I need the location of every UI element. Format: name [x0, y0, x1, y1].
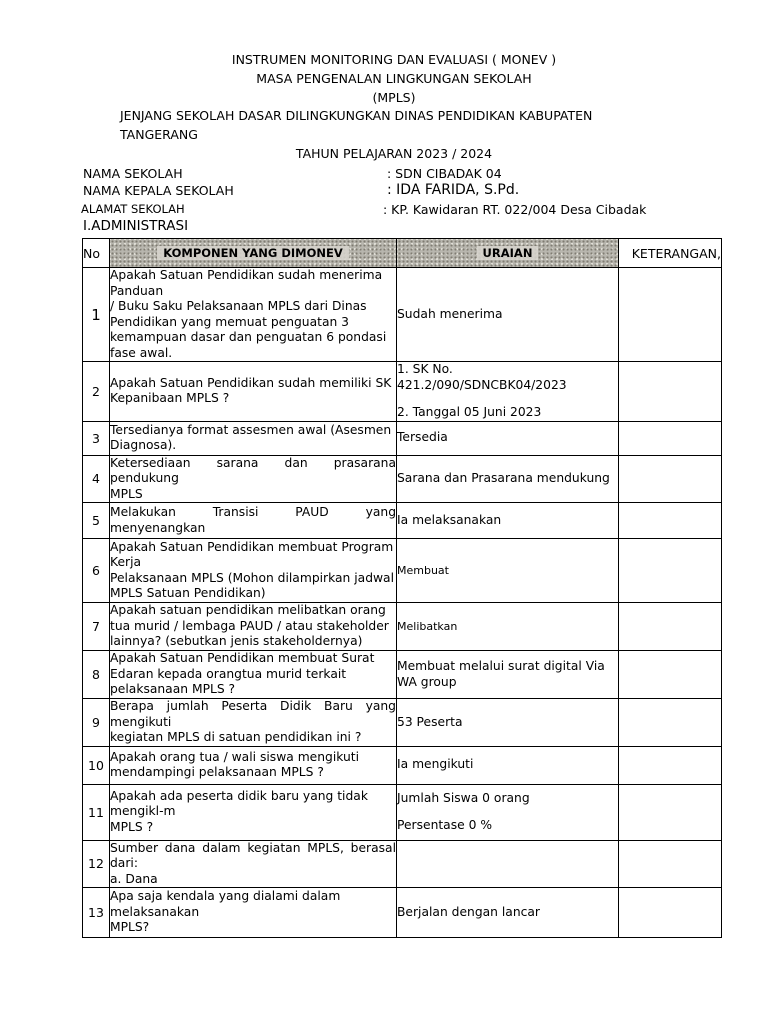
komponen-line: Berapa jumlah Peserta Didik Baru yang mengikuti — [110, 699, 396, 729]
uraian-line: Berjalan dengan lancar — [397, 904, 540, 919]
uraian-line: Persentase 0 % — [397, 818, 493, 832]
table-row — [83, 840, 722, 888]
row-uraian — [397, 503, 619, 539]
row-uraian — [397, 539, 619, 603]
row-number: 3 — [83, 421, 110, 455]
komponen-line: Apakah Satuan Pendidikan sudah memiliki SK — [110, 375, 392, 390]
komponen-line: Edaran kepada orangtua murid terkait — [110, 666, 347, 681]
komponen-line: Diagnosa). — [110, 438, 177, 452]
row-number: 7 — [83, 603, 110, 651]
row-komponen — [110, 455, 397, 503]
table-row — [83, 455, 722, 503]
table-row — [83, 603, 722, 651]
row-number: 2 — [83, 362, 110, 422]
row-number: 11 — [83, 784, 110, 840]
row-keterangan — [619, 421, 722, 455]
komponen-line: Panduan — [110, 283, 164, 298]
row-uraian — [397, 603, 619, 651]
row-number: 9 — [83, 699, 110, 747]
row-number: 8 — [83, 651, 110, 699]
table-row — [83, 503, 722, 539]
monev-table — [82, 238, 722, 938]
doc-title-line-3: (MPLS) — [372, 90, 416, 105]
row-komponen — [110, 268, 397, 362]
row-number: 5 — [83, 503, 110, 539]
komponen-line: Apa saja kendala yang dialami dalam — [110, 889, 341, 904]
komponen-line: MPLS ? — [110, 819, 154, 834]
table-row — [83, 539, 722, 603]
row-komponen — [110, 539, 397, 603]
komponen-line: Kepanibaan MPLS ? — [110, 391, 230, 406]
row-komponen — [110, 699, 397, 747]
nama-sekolah-label: NAMA SEKOLAH — [83, 166, 183, 181]
row-keterangan — [619, 503, 722, 539]
uraian-line: Ia mengikuti — [397, 757, 474, 772]
row-komponen — [110, 840, 397, 888]
alamat-sekolah-value: : KP. Kawidaran RT. 022/004 Desa Cibadak — [383, 202, 647, 217]
row-uraian — [397, 268, 619, 362]
uraian-line: Ia melaksanakan — [397, 512, 502, 527]
doc-title-line-5: TANGERANG — [120, 127, 198, 142]
section-title-administrasi: I.ADMINISTRASI — [83, 218, 189, 234]
doc-title-line-6: TAHUN PELAJARAN 2023 / 2024 — [295, 146, 493, 161]
row-komponen — [110, 784, 397, 840]
row-number: 10 — [83, 746, 110, 784]
uraian-line: Tersedia — [397, 430, 448, 445]
row-uraian — [397, 699, 619, 747]
komponen-line: Apakah Satuan Pendidikan membuat Program — [110, 539, 394, 554]
uraian-line: Membuat — [397, 563, 449, 577]
row-uraian — [397, 651, 619, 699]
komponen-line: Melakukan Transisi PAUD yang menyenangkan — [110, 505, 396, 535]
doc-title-line-2: MASA PENGENALAN LINGKUNGAN SEKOLAH — [256, 71, 532, 86]
row-komponen — [110, 603, 397, 651]
komponen-line: kemampuan dasar dan penguatan 6 pondasi — [110, 330, 387, 344]
row-uraian — [397, 421, 619, 455]
row-uraian — [397, 840, 619, 888]
komponen-line: Kerja — [110, 555, 142, 569]
table-row — [83, 888, 722, 938]
row-uraian — [397, 455, 619, 503]
uraian-line: Sarana dan Prasarana mendukung — [397, 471, 610, 485]
nama-sekolah-value: : SDN CIBADAK 04 — [387, 166, 502, 181]
komponen-line: Apakah Satuan Pendidikan sudah menerima — [110, 268, 383, 282]
header-komponen — [110, 239, 397, 268]
row-komponen — [110, 421, 397, 455]
uraian-line: WA group — [397, 674, 457, 689]
komponen-line: Apakah ada peserta didik baru yang tidak — [110, 788, 368, 803]
komponen-line: Ketersediaan sarana dan prasarana pendukung — [110, 455, 396, 485]
komponen-line: Apakah Satuan Pendidikan membuat Surat — [110, 651, 375, 666]
komponen-line: / Buku Saku Pelaksanaan MPLS dari Dinas — [110, 299, 367, 313]
komponen-line: Sumber dana dalam kegiatan MPLS, berasal dari: — [110, 840, 396, 870]
doc-title-line-1: INSTRUMEN MONITORING DAN EVALUASI ( MONEV ) — [231, 52, 557, 67]
alamat-sekolah-label: ALAMAT SEKOLAH — [81, 202, 185, 216]
komponen-line: tua murid / lembaga PAUD / atau stakeholder — [110, 618, 389, 633]
komponen-line: MPLS? — [110, 920, 150, 935]
row-komponen — [110, 651, 397, 699]
uraian-line: Jumlah Siswa 0 orang — [397, 790, 530, 805]
row-keterangan — [619, 603, 722, 651]
row-keterangan — [619, 539, 722, 603]
komponen-line: MPLS Satuan Pendidikan) — [110, 586, 266, 600]
row-komponen — [110, 888, 397, 938]
komponen-line: MPLS — [110, 486, 143, 501]
row-komponen — [110, 746, 397, 784]
header-uraian-label: URAIAN — [477, 246, 539, 260]
row-number: 13 — [83, 888, 110, 938]
komponen-line: pelaksanaan MPLS ? — [110, 682, 236, 697]
komponen-line: Apakah orang tua / wali siswa mengikuti — [110, 749, 360, 764]
table-row — [83, 784, 722, 840]
komponen-line: lainnya? (sebutkan jenis stakeholdernya) — [110, 634, 363, 649]
row-keterangan — [619, 888, 722, 938]
kepala-sekolah-value: : IDA FARIDA, S.Pd. — [387, 182, 520, 198]
komponen-line: Tersedianya format assesmen awal (Asesmen — [110, 422, 392, 437]
uraian-line: 1. SK No. 421.2/090/SDNCBK04/2023 — [397, 362, 567, 392]
komponen-line: a. Dana — [110, 871, 158, 886]
table-row — [83, 268, 722, 362]
row-uraian — [397, 746, 619, 784]
komponen-line: mengikl-m — [110, 804, 176, 819]
row-uraian — [397, 784, 619, 840]
uraian-line: 2. Tanggal 05 Juni 2023 — [397, 405, 542, 419]
komponen-line: melaksanakan — [110, 904, 200, 919]
row-keterangan — [619, 362, 722, 422]
table-header-row — [83, 239, 722, 268]
row-number: 12 — [83, 840, 110, 888]
row-number: 4 — [83, 455, 110, 503]
table-row — [83, 421, 722, 455]
table-body — [83, 268, 722, 938]
table-row — [83, 699, 722, 747]
header-uraian — [397, 239, 619, 268]
row-keterangan — [619, 840, 722, 888]
uraian-line: 53 Peserta — [397, 714, 463, 729]
row-keterangan — [619, 746, 722, 784]
table-row — [83, 362, 722, 422]
header-keterangan: KETERANGAN, — [619, 239, 722, 268]
doc-title-line-4: JENJANG SEKOLAH DASAR DILINGKUNGKAN DINAS PENDIDIKAN KABUPATEN — [120, 108, 593, 123]
uraian-line: Melibatkan — [397, 619, 458, 633]
row-keterangan — [619, 455, 722, 503]
row-keterangan — [619, 784, 722, 840]
kepala-sekolah-label: NAMA KEPALA SEKOLAH — [83, 183, 234, 198]
header-no: No — [83, 239, 110, 268]
uraian-line: Membuat melalui surat digital Via — [397, 659, 605, 673]
row-number: 6 — [83, 539, 110, 603]
header-komponen-label: KOMPONEN YANG DIMONEV — [157, 246, 349, 260]
row-keterangan — [619, 268, 722, 362]
komponen-line: mendampingi pelaksanaan MPLS ? — [110, 765, 324, 779]
row-number: 1 — [83, 268, 110, 362]
uraian-line: Sudah menerima — [397, 306, 503, 321]
komponen-line: Pendidikan yang memuat penguatan 3 — [110, 314, 350, 329]
row-uraian — [397, 888, 619, 938]
komponen-line: Pelaksanaan MPLS (Mohon dilampirkan jadwal — [110, 570, 395, 585]
table-row — [83, 746, 722, 784]
row-komponen — [110, 362, 397, 422]
komponen-line: Apakah satuan pendidikan melibatkan orang — [110, 603, 386, 618]
row-komponen — [110, 503, 397, 539]
table-row — [83, 651, 722, 699]
row-keterangan — [619, 699, 722, 747]
komponen-line: kegiatan MPLS di satuan pendidikan ini ? — [110, 730, 362, 744]
komponen-line: fase awal. — [110, 345, 173, 360]
row-keterangan — [619, 651, 722, 699]
row-uraian — [397, 362, 619, 422]
